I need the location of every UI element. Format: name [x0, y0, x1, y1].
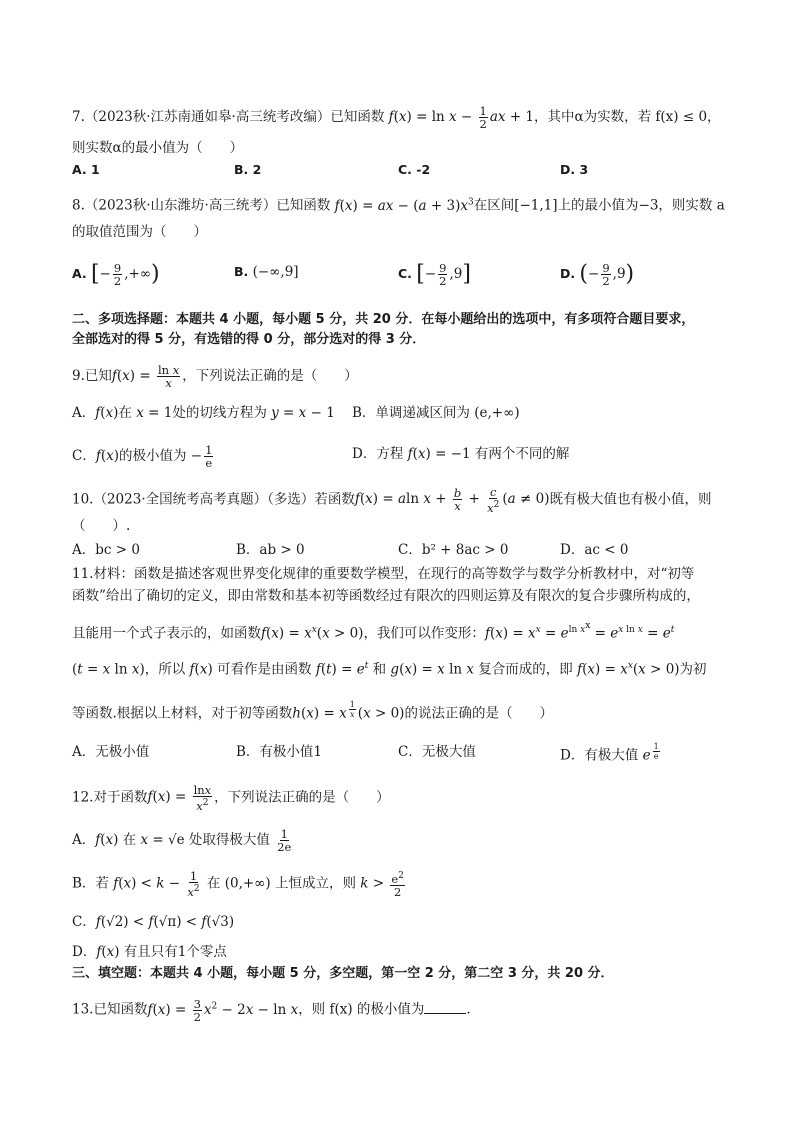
q12-option-c[interactable]: C．f(√2) < f(√π) < f(√3)	[72, 914, 235, 930]
q9-option-a[interactable]: A．f(x)在 x = 1处的切线方程为 y = x − 1	[72, 405, 335, 421]
q13-stem	[72, 996, 480, 1023]
q12-option-a[interactable]: A．f(x) 在 x = √e 处取得极大值 $\frac{1}{2e}$	[72, 827, 292, 854]
q12-stem-prefix: 12.对于函数	[72, 789, 148, 806]
q13-stem-middle: ，则 f(x) 的极小值为	[298, 1001, 425, 1018]
q7-stem-prefix: 7.（2023秋·江苏南通如皋·高三统考改编）已知函数	[72, 109, 385, 125]
q11-line4: (t = x ln x)，所以 f(x) 可看作是由函数 $f(t) = e^t$ 和 g(x) = x ln x 复合而成的，即 $f(x) = x^x(x > 0)$为初	[72, 661, 707, 678]
q13-formula: f(x) = $\frac{3}{2}$ $x^2 - 2x - \ln x$	[147, 996, 299, 1024]
q7-stem-suffix: ，其中α为实数，若 f(x) ≤ 0，	[534, 109, 721, 125]
q11-line5-suffix: 的说法正确的是（ ）	[404, 705, 553, 722]
q9-stem	[72, 364, 358, 389]
q12-formula: f(x) = $\frac{\ln x}{x^2}$	[147, 783, 212, 813]
q8-option-a[interactable]: A. [− $\frac{9}{2}$ ,+∞)	[72, 261, 160, 288]
q9-option-d[interactable]: D．方程 f(x) = −1 有两个不同的解	[352, 446, 570, 462]
q12-option-d[interactable]: D．f(x) 有且只有1个零点	[72, 944, 227, 960]
q8-option-b[interactable]: B. (−∞,9]	[234, 264, 299, 280]
q11-line3: 且能用一个式子表示的，如函数$f(x) = x^x(x > 0)$，我们可以作变形：$f(x) = x^x = e^{ln x^x} = e^{x ln x} = e^t$	[72, 621, 675, 642]
q10-formula: f(x) = aln x + $\frac{b}{x}$ + $\frac{c}{x^2}$ (a ≠ 0)	[354, 485, 550, 515]
q11-line2: 函数”给出了确切的定义，即由常数和基本初等函数经过有限次的四则运算及有限次的复合步骤所构成的，	[72, 588, 700, 604]
q11-line3-middle: ，我们可以作变形：	[363, 625, 485, 642]
q10-option-c[interactable]: C．b² + 8ac > 0	[398, 542, 509, 558]
q9-stem-prefix: 9.已知	[72, 368, 112, 384]
q11-option-c[interactable]: C．无极大值	[398, 744, 476, 760]
q10-stem-line1	[72, 486, 711, 514]
q8-stem-line2: 的取值范围为（ ）	[72, 224, 207, 240]
q9-formula: f(x) = $\frac{\text{ln x}}{x}$	[111, 363, 180, 390]
q8-formula: f(x) = ax − $(a + 3)x^3$	[334, 197, 474, 214]
q10-option-b[interactable]: B．ab > 0	[236, 542, 305, 558]
q9-stem-suffix: ，下列说法正确的是（ ）	[182, 368, 358, 384]
q10-option-d[interactable]: D．ac < 0	[560, 542, 629, 558]
q8-stem-line1	[72, 192, 725, 216]
section2-heading-line2: 全部选对的得 5 分，有选错的得 0 分，部分选对的得 3 分．	[72, 332, 426, 347]
section3-heading: 三、填空题：本题共 4 小题，每小题 5 分，多空题，第一空 2 分，第二空 3 分，共 20 分．	[72, 966, 614, 981]
q13-stem-end: ．	[466, 1001, 480, 1018]
q10-stem-prefix: 10.（2023·全国统考高考真题）（多选）若函数	[72, 491, 355, 508]
q11-line5: 等函数.根据以上材料，对于初等函数h(x) = x $^{\frac{1}{x}}$ (x > 0)的说法正确的是（ ）	[72, 700, 553, 722]
q7-formula: f(x) = ln x − $\frac{1}{2}$ ax + 1	[388, 104, 535, 131]
q7-option-b[interactable]: B. 2	[234, 162, 262, 177]
q8-option-d[interactable]: D. (− $\frac{9}{2}$ ,9)	[560, 261, 635, 288]
q7-stem-line2: 则实数α的最小值为（ ）	[72, 140, 244, 156]
q10-stem-suffix: 既有极大值也有极小值，则	[549, 491, 712, 508]
q13-answer-blank[interactable]	[424, 1001, 466, 1014]
q8-option-c[interactable]: C. [− $\frac{9}{2}$ ,9]	[398, 261, 471, 288]
q12-stem-suffix: ，下列说法正确的是（ ）	[214, 789, 390, 806]
q9-option-b[interactable]: B．单调递减区间为 (e,+∞)	[352, 405, 520, 421]
section2-heading-line1: 二、多项选择题：本题共 4 小题，每小题 5 分，共 20 分．在每小题给出的选项中，有多项符合题目要求，	[72, 312, 695, 327]
q11-line3-text: 且能用一个式子表示的，如函数	[72, 625, 261, 642]
q11-option-d[interactable]: D．有极大值 e $^{\frac{1}{e}}$	[560, 742, 659, 764]
q7-option-a[interactable]: A. 1	[72, 162, 100, 177]
q7-option-c[interactable]: C. -2	[398, 162, 431, 177]
q11-line5-text: 等函数.根据以上材料，对于初等函数	[72, 705, 293, 722]
q7-option-d[interactable]: D. 3	[560, 162, 589, 177]
q10-stem-line2: （ ）.	[72, 518, 131, 534]
q8-stem-prefix: 8.（2023秋·山东潍坊·高三统考）已知函数	[72, 197, 331, 214]
q11-option-a[interactable]: A．无极小值	[72, 744, 150, 760]
q7-stem-line1	[72, 105, 721, 130]
q13-stem-prefix: 13.已知函数	[72, 1001, 148, 1018]
q10-option-a[interactable]: A．bc > 0	[72, 542, 140, 558]
q11-line1: 11.材料：函数是描述客观世界变化规律的重要数学模型，在现行的高等数学与数学分析教材中，对“初等	[72, 566, 695, 582]
q8-stem-suffix: 在区间[−1,1]上的最小值为−3，则实数 a	[473, 197, 725, 214]
q9-option-c[interactable]: C．f(x)的极小值为 − $\frac{1}{e}$	[72, 443, 213, 470]
q11-option-b[interactable]: B．有极小值1	[236, 744, 323, 760]
q12-option-b[interactable]: B．若 f(x) < k − $\frac{1}{x^2}$ 在 (0,+∞) 上恒成立，则 k > $\frac{e^2}{2}$	[72, 869, 404, 899]
q12-stem	[72, 784, 390, 812]
